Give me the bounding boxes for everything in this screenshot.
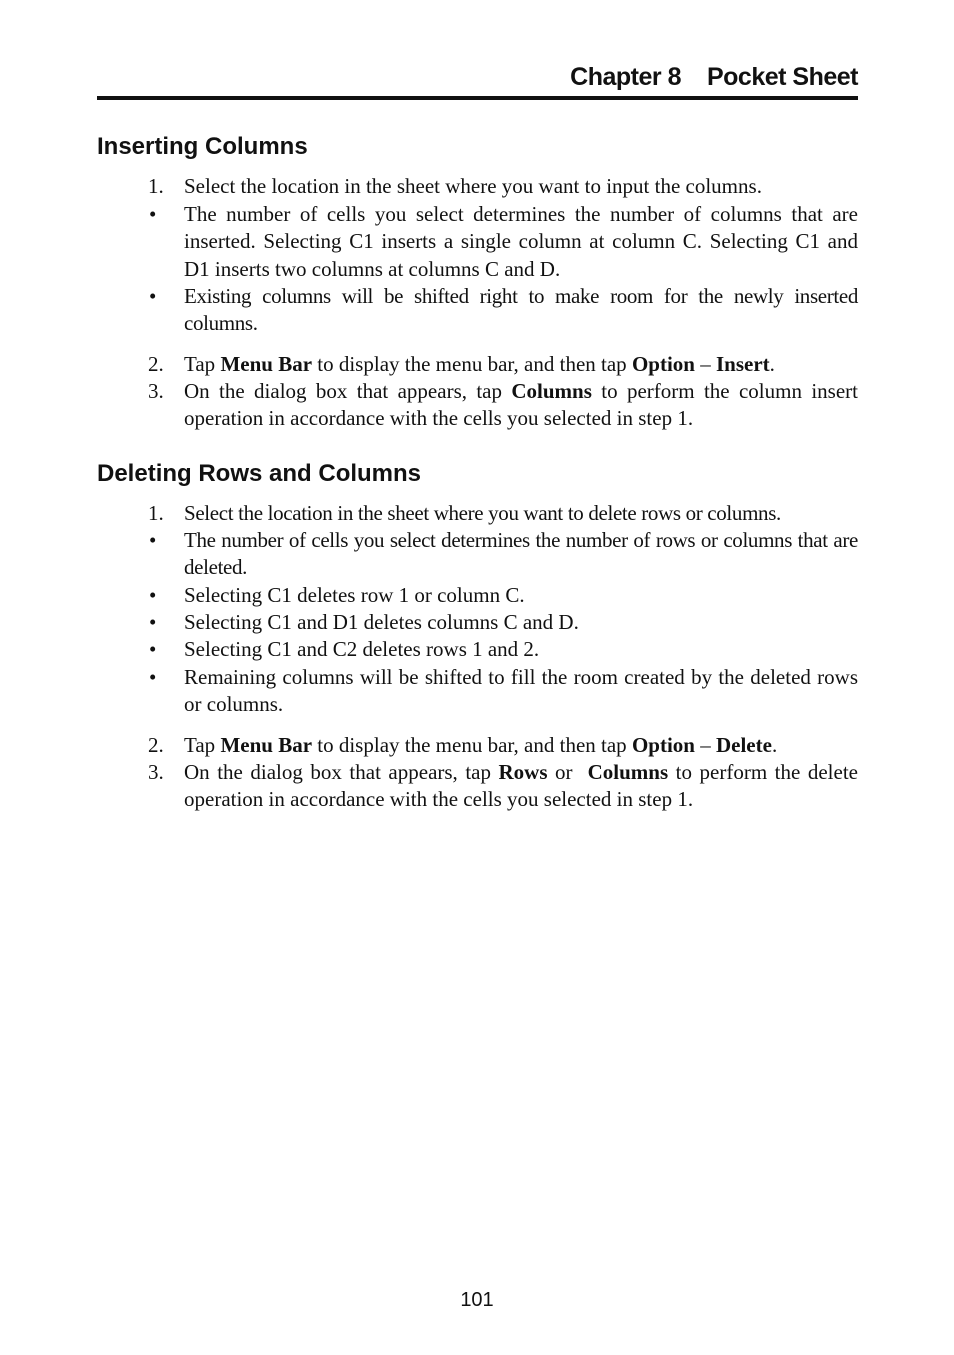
bullet-glyph: • [149,202,157,226]
ui-term-option: Option [631,733,695,757]
step-text-part: Tap [184,352,221,376]
step-number: 1. [148,501,164,525]
step-text-part: – [694,352,716,376]
ui-term-menu-bar: Menu Bar [220,733,313,757]
running-header [97,60,858,94]
step-text-part: to display the menu bar, and then tap [312,733,632,757]
step-text-part: to perform the column insert operation in accordance with the cells you selected in step 1. [184,379,858,431]
step-text-part: Tap [184,733,221,757]
delete-bullet-2 [140,582,858,609]
insert-step-1 [140,173,858,200]
step-text-part: to display the menu bar, and then tap [312,352,632,376]
step-text [184,759,864,814]
bullet-text: Selecting C1 and D1 deletes columns C and D. [184,610,579,634]
step-text-part: On the dialog box that appears, tap [184,760,499,784]
delete-bullet-3 [140,609,858,636]
bullet-text: The number of cells you select determines the number of columns that are inserted. Selecting C1 inserts a single column at column C. Selecting C1 and D1 inserts two columns at columns C and D. [184,202,858,281]
delete-bullet-1 [140,527,858,582]
bullet-text: Selecting C1 deletes row 1 or column C. [184,583,525,607]
step-number: 3. [148,379,164,403]
page-number: 101 [460,1289,494,1311]
bullet-text: Existing columns will be shifted right to make room for the newly inserted columns. [184,284,858,336]
ui-term-columns: Columns [511,379,592,403]
bullet-glyph: • [149,528,157,552]
step-text-part: – [694,733,716,757]
bullet-text: The number of cells you select determines the number of rows or columns that are deleted. [184,528,858,580]
insert-step-2 [140,351,858,378]
ui-term-delete: Delete [715,733,772,757]
ui-term-columns: Columns [587,760,669,784]
bullet-glyph: • [149,583,157,607]
step-text [184,351,858,378]
insert-bullet-2 [140,283,858,338]
section-title-inserting-columns: Inserting Columns [97,133,308,160]
delete-step-3 [140,759,864,814]
bullet-glyph: • [149,637,157,661]
step-text-part: On the dialog box that appears, tap [184,379,512,403]
step-number: 1. [148,174,164,198]
step-text-part: . [771,733,778,757]
bullet-glyph: • [149,665,157,689]
step-text-part: . [769,352,775,376]
delete-step-1 [140,500,858,527]
step-number: 3. [148,760,164,784]
step-text: Select the location in the sheet where you want to input the columns. [184,174,762,198]
ui-term-menu-bar: Menu Bar [220,352,313,376]
bullet-text: Remaining columns will be shifted to fill the room created by the deleted rows or columns. [184,665,858,717]
delete-bullet-4 [140,636,858,663]
insert-step-3 [140,378,858,433]
step-number: 2. [148,352,164,376]
ui-term-rows: Rows [498,760,548,784]
chapter-label: Chapter 8 [570,63,681,91]
delete-step-2 [140,732,858,759]
insert-bullet-1 [140,201,858,283]
step-text [184,378,858,433]
header-rule [97,96,858,100]
step-text [184,732,858,759]
ui-term-insert: Insert [715,352,770,376]
bullet-glyph: • [149,284,157,308]
step-text: Select the location in the sheet where you want to delete rows or columns. [184,501,781,525]
ui-term-option: Option [631,352,695,376]
step-text-part: to perform the delete operation in accordance with the cells you selected in step 1. [184,760,864,812]
step-number: 2. [148,733,164,757]
bullet-glyph: • [149,610,157,634]
delete-bullet-5 [140,664,858,719]
step-text-part: or [547,760,588,784]
section-title-deleting-rows-and-columns: Deleting Rows and Columns [97,460,422,487]
bullet-text: Selecting C1 and C2 deletes rows 1 and 2. [184,637,540,661]
chapter-title: Pocket Sheet [706,63,858,91]
